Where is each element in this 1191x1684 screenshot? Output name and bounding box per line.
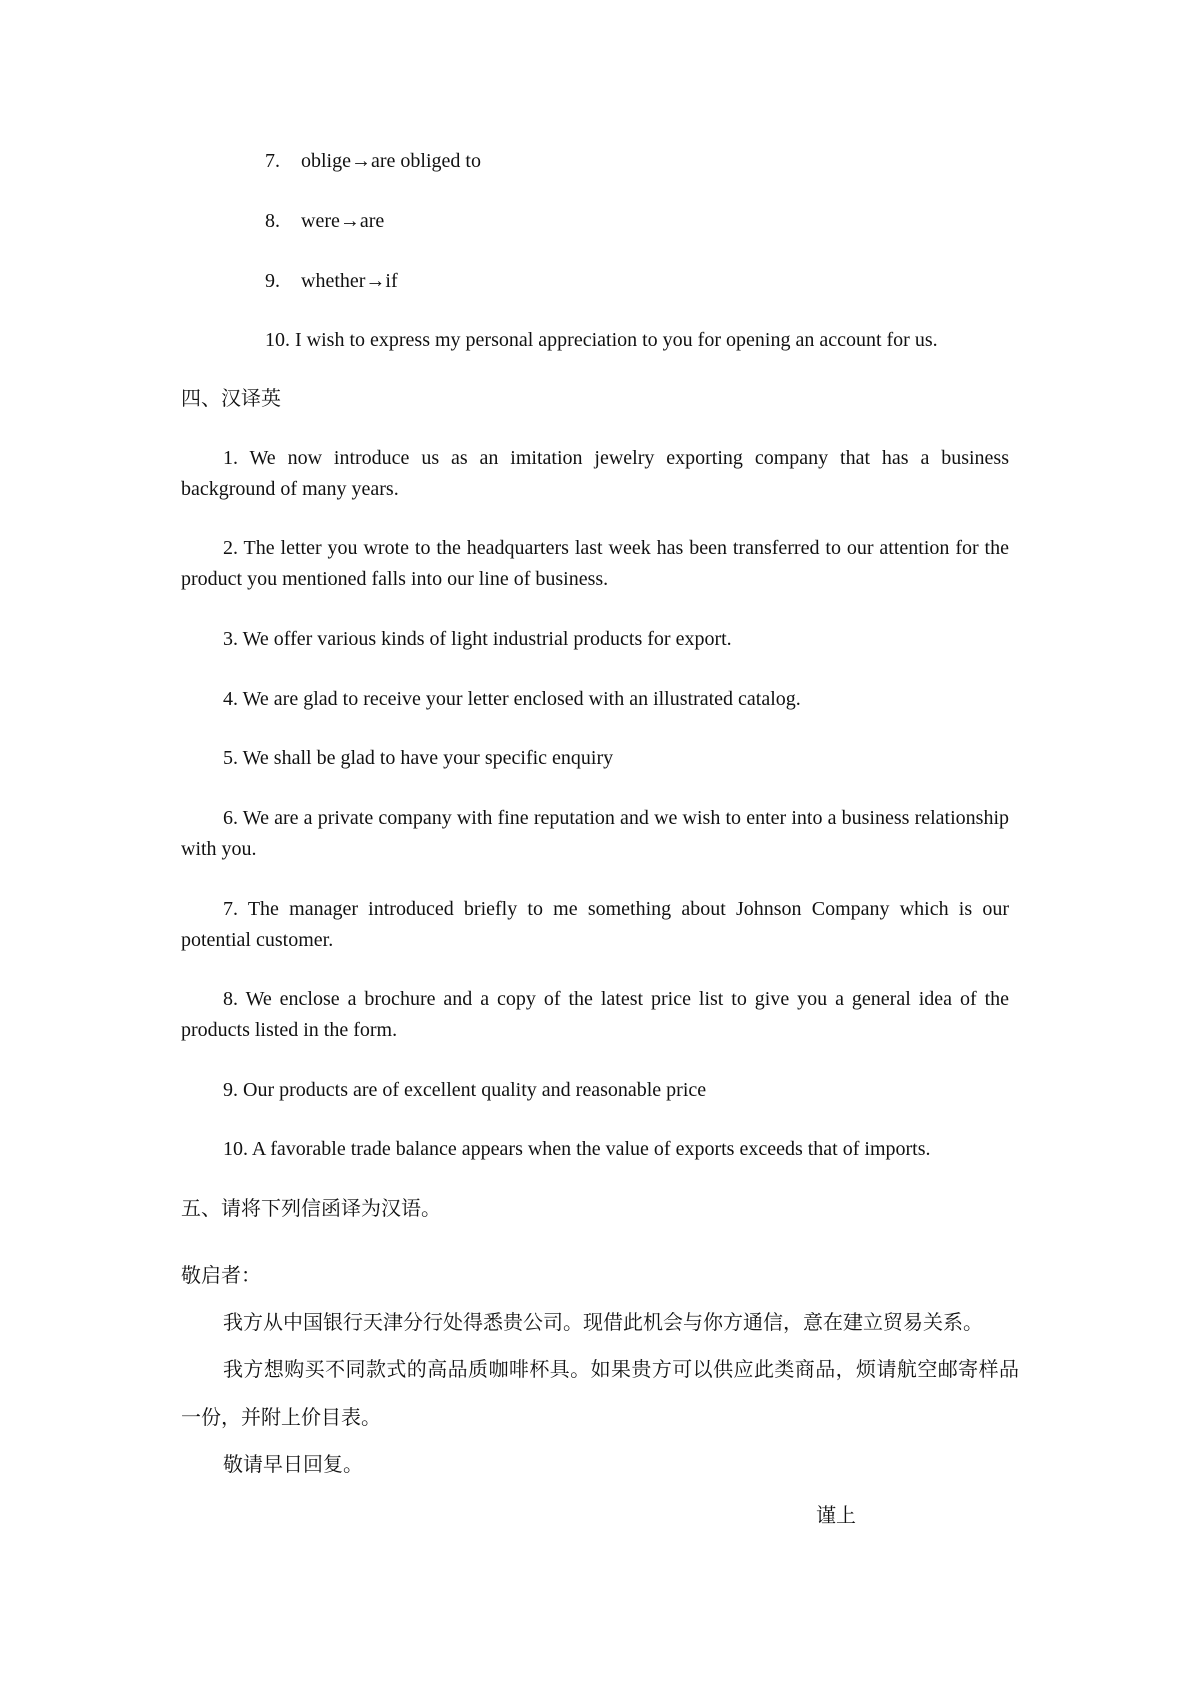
section4-heading: 四、汉译英	[181, 388, 281, 410]
answer-text: were→are	[301, 210, 385, 232]
section5-heading: 五、请将下列信函译为汉语。	[181, 1198, 441, 1220]
translation-item-9: 9. Our products are of excellent quality and reasonable price	[223, 1079, 707, 1101]
translation-item-5: 5. We shall be glad to have your specific enquiry	[223, 747, 614, 769]
answer-number: 9.	[265, 270, 280, 292]
answer-item-9	[265, 266, 398, 297]
answer-item-10	[265, 325, 938, 356]
answer-number: 8.	[265, 210, 280, 232]
answer-text: whether→if	[301, 270, 398, 292]
translation-item-7: 7. The manager introduced briefly to me something about Johnson Company which is our potential customer.	[181, 898, 1009, 951]
answer-item-8	[265, 206, 384, 237]
translation-item-10: 10. A favorable trade balance appears when the value of exports exceeds that of imports.	[223, 1138, 931, 1160]
letter-paragraph-1: 我方从中国银行天津分行处得悉贵公司。现借此机会与你方通信，意在建立贸易关系。	[223, 1312, 983, 1334]
translation-item-4: 4. We are glad to receive your letter enclosed with an illustrated catalog.	[223, 688, 801, 710]
answer-text: oblige→are obliged to	[301, 150, 481, 172]
translation-item-3: 3. We offer various kinds of light industrial products for export.	[223, 628, 732, 650]
translation-item-2: 2. The letter you wrote to the headquarters last week has been transferred to our attention for the product you mentioned falls into our line of business.	[181, 537, 1009, 590]
answer-number: 7.	[265, 150, 280, 172]
translation-item-1: 1. We now introduce us as an imitation jewelry exporting company that has a business background of many years.	[181, 447, 1009, 500]
letter-paragraph-3: 敬请早日回复。	[223, 1454, 363, 1476]
letter-salutation: 敬启者：	[181, 1265, 261, 1287]
letter-closing: 谨上	[816, 1505, 856, 1527]
answer-text: 10. I wish to express my personal appreciation to you for opening an account for us.	[265, 329, 938, 351]
answer-item-7	[265, 146, 481, 177]
letter-paragraph-2: 我方想购买不同款式的高品质咖啡杯具。如果贵方可以供应此类商品，烦请航空邮寄样品一份，并附上价目表。	[181, 1359, 1019, 1429]
translation-item-8: 8. We enclose a brochure and a copy of the latest price list to give you a general idea of the products listed in the form.	[181, 988, 1009, 1041]
translation-item-6: 6. We are a private company with fine reputation and we wish to enter into a business relationship with you.	[181, 807, 1009, 860]
